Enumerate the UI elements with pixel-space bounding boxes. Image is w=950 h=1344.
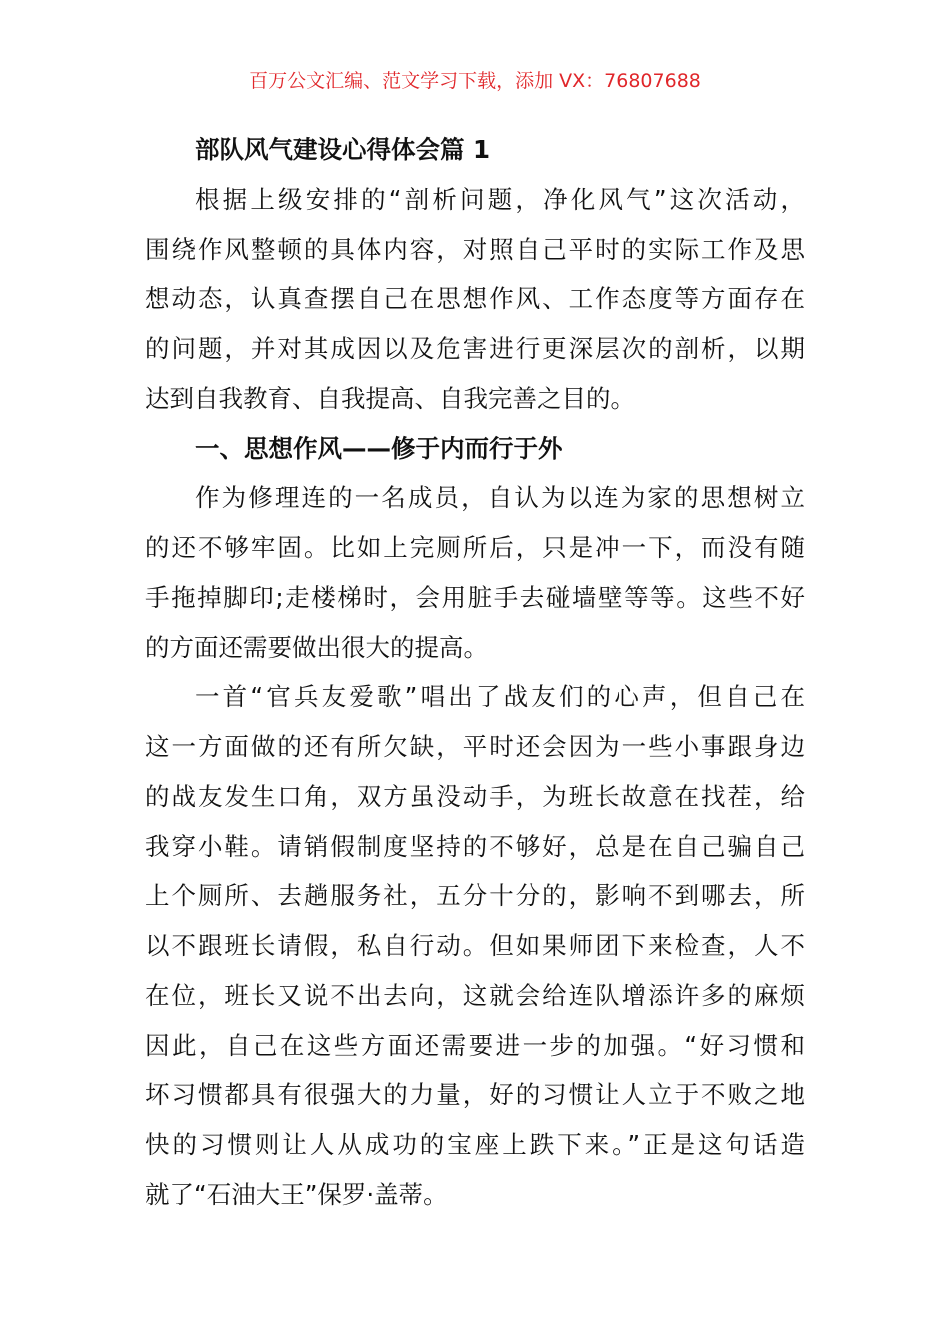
text-line: 的战友发生口角，双方虽没动手，为班长故意在找茬，给 [145,781,805,811]
paragraphs [145,175,805,1220]
text-line: 坏习惯都具有很强大的力量，好的习惯让人立于不败之地 [145,1080,805,1110]
text-line: 想动态，认真查摆自己在思想作风、工作态度等方面存在 [145,284,805,314]
text-line: 一、思想作风——修于内而行于外 [195,433,563,463]
text-line: 根据上级安排的“剖析问题，净化风气”这次活动， [195,184,805,214]
text-line: 我穿小鞋。请销假制度坚持的不够好，总是在自己骗自己 [145,831,805,861]
paragraph [145,672,805,1219]
paragraph [145,175,805,424]
document-title: 部队风气建设心得体会篇 1 [195,135,491,164]
text-line: 的方面还需要做出很大的提高。 [145,632,488,662]
text-line: 的问题，并对其成因以及危害进行更深层次的剖析，以期 [145,334,805,363]
paragraph [145,473,805,672]
text-line: 因此，自己在这些方面还需要进一步的加强。“好习惯和 [145,1030,805,1060]
watermark-header: 百万公文汇编、范文学习下载，添加 VX：76807688 [249,70,701,92]
text-line: 围绕作风整顿的具体内容，对照自己平时的实际工作及思 [145,234,805,264]
text-line: 以不跟班长请假，私自行动。但如果师团下来检查，人不 [145,931,805,960]
text-line: 在位，班长又说不出去向，这就会给连队增添许多的麻烦 [145,980,805,1010]
text-line: 这一方面做的还有所欠缺，平时还会因为一些小事跟身边 [145,732,805,761]
text-line: 一首“官兵友爱歌”唱出了战友们的心声，但自己在 [195,682,805,712]
text-line: 上个厕所、去趟服务社，五分十分的，影响不到哪去，所 [145,881,805,911]
text-line: 达到自我教育、自我提高、自我完善之目的。 [145,383,635,413]
text-line: 的还不够牢固。比如上完厕所后，只是冲一下，而没有随 [145,533,805,562]
document-body [145,125,805,1220]
text-line: 快的习惯则让人从成功的宝座上跌下来。”正是这句话造 [145,1130,805,1159]
section-heading [145,424,805,474]
text-line: 作为修理连的一名成员，自认为以连为家的思想树立 [195,483,805,513]
text-line: 手拖掉脚印;走楼梯时，会用脏手去碰墙壁等等。这些不好 [145,582,805,612]
text-line: 就了“石油大王”保罗·盖蒂。 [145,1179,448,1209]
